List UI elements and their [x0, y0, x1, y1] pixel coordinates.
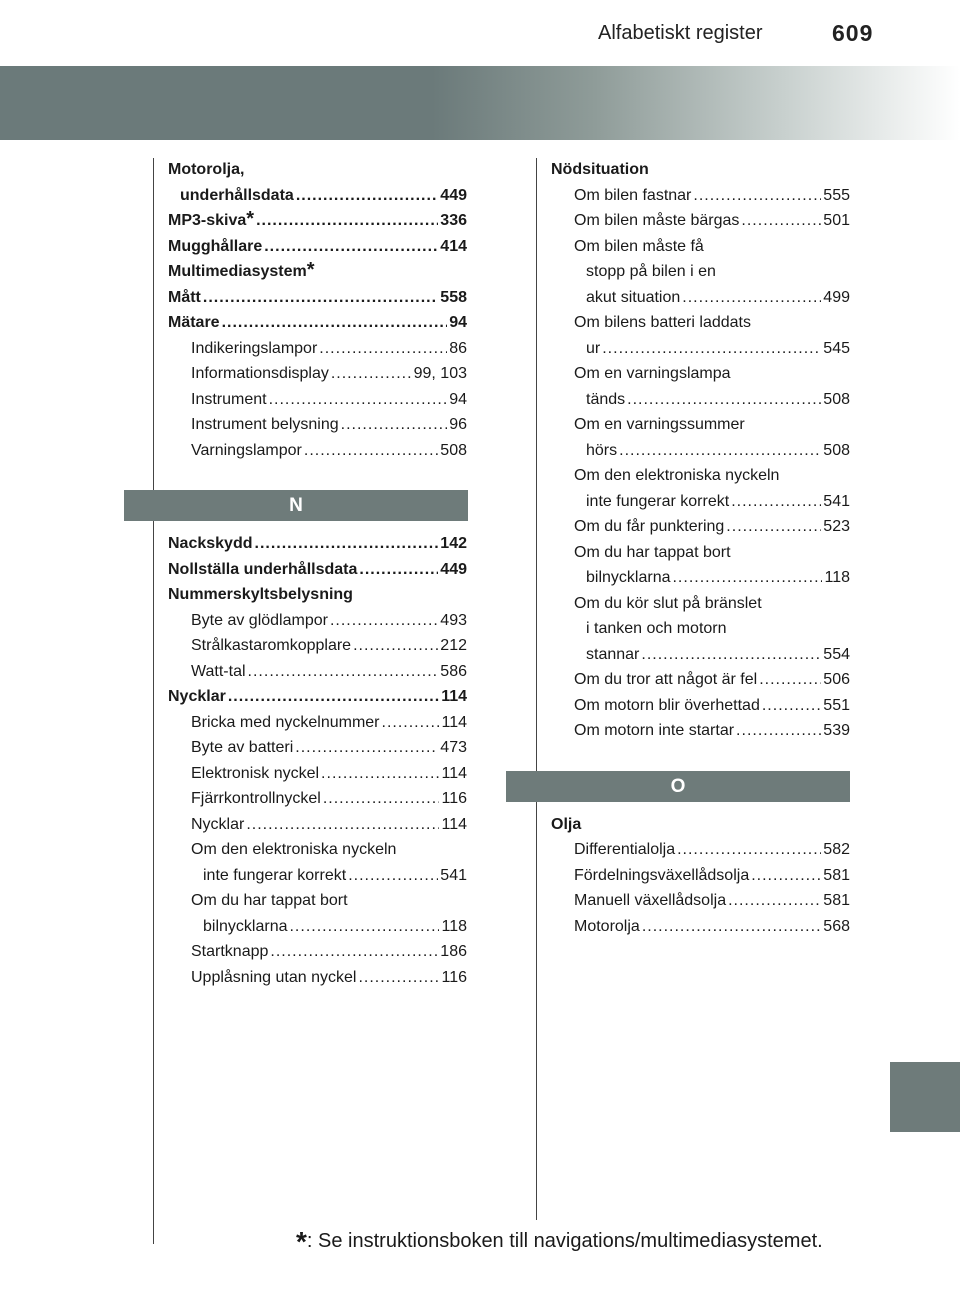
left-column [168, 157, 467, 990]
index-entry [168, 735, 467, 761]
index-entry-page: 114 [441, 713, 467, 731]
header-banner [0, 66, 960, 140]
index-entry-term: akut situation [586, 288, 681, 306]
index-entry-page: 114 [441, 688, 467, 705]
column-divider-left [153, 158, 154, 1244]
index-entry-page: 541 [440, 866, 467, 884]
dot-leader [319, 336, 447, 362]
index-entry-term: Olja [551, 815, 582, 833]
index-entry [551, 888, 850, 914]
dot-leader [304, 438, 438, 464]
index-entry [551, 863, 850, 889]
dot-leader [246, 812, 439, 838]
index-entry-line: Om den elektroniska nyckeln [191, 841, 397, 858]
index-entry-term: Om bilen fastnar [574, 186, 692, 204]
index-entry [168, 965, 467, 991]
dot-leader [228, 684, 439, 710]
dot-leader [627, 387, 821, 413]
index-entry [551, 234, 850, 311]
index-entry [168, 633, 467, 659]
footnote [296, 1226, 823, 1258]
index-entry-term: Nackskydd [168, 535, 253, 552]
header-title: Alfabetiskt register [598, 22, 763, 44]
footnote-star: * [296, 1226, 307, 1257]
footnote-text: : Se instruktionsboken till navigations/multimediasystemet. [306, 1230, 823, 1252]
index-entry-page: 142 [440, 535, 467, 552]
section-header-n: N [124, 490, 468, 521]
index-entry [551, 361, 850, 412]
index-entry-line: Om bilen måste få [574, 237, 704, 255]
index-entry [551, 183, 850, 209]
index-entry-term: Byte av glödlampor [191, 611, 328, 629]
index-entry-term: Varningslampor [191, 441, 302, 459]
index-entry [168, 387, 467, 413]
dot-leader [269, 387, 448, 413]
index-entry [168, 336, 467, 362]
column-divider-middle [536, 158, 537, 1220]
index-entry-term: Indikeringslampor [191, 339, 318, 357]
index-entry [551, 812, 850, 838]
index-entry-term: Nycklar [168, 688, 226, 705]
index-entry-line: i tanken och motorn [586, 620, 727, 637]
index-entry [551, 693, 850, 719]
index-entry-term: stannar [586, 645, 640, 663]
index-entry [551, 667, 850, 693]
index-entry-term: Elektronisk nyckel [191, 764, 320, 782]
dot-leader [248, 659, 439, 685]
dot-leader [358, 965, 439, 991]
index-entry-page: 493 [440, 611, 467, 629]
index-entry-term: Differentialolja [574, 841, 676, 858]
thumb-index-tab [890, 1062, 960, 1132]
index-entry-term: Motorolja [574, 917, 640, 935]
index-entry-page: 586 [440, 662, 467, 680]
index-entry-page: 541 [823, 492, 850, 510]
dot-leader [270, 939, 438, 965]
index-entry-term: hörs [586, 441, 618, 459]
index-entry-page: 506 [823, 671, 850, 688]
index-entry-page: 99, 103 [413, 365, 467, 382]
index-entry-line: Motorolja, [168, 161, 245, 178]
index-entry [168, 438, 467, 464]
dot-leader [256, 208, 438, 234]
index-entry-page: 86 [449, 339, 467, 357]
index-entry-page: 551 [823, 696, 850, 714]
index-entry-term: tänds [586, 390, 626, 408]
index-entry-page: 581 [823, 892, 850, 909]
index-entry-term: Mugghållare [168, 237, 263, 255]
index-entry-page: 545 [823, 339, 850, 357]
index-entry-term: Om motorn blir överhettad [574, 696, 760, 714]
index-entry-term: Instrument [191, 390, 267, 408]
index-entry-page: 118 [824, 569, 850, 586]
index-entry [168, 608, 467, 634]
index-entry-page: 449 [440, 560, 467, 578]
index-entry-term: Watt-tal [191, 662, 246, 680]
index-entry-term: Mätare [168, 314, 220, 331]
index-entry-page: 94 [449, 390, 467, 408]
right-column [551, 157, 850, 939]
index-entry-line: Om du har tappat bort [191, 892, 348, 909]
index-entry-page: 114 [441, 815, 467, 833]
index-entry [551, 208, 850, 234]
dot-leader [331, 361, 412, 387]
index-entry-term: MP3-skiva [168, 212, 247, 229]
dot-leader [731, 489, 821, 515]
index-entry-line: Om du kör slut på bränslet [574, 594, 762, 612]
index-entry-term: Fördelningsväxellådsolja [574, 866, 750, 884]
index-entry-page: 539 [823, 722, 850, 739]
index-entry-term: inte fungerar korrekt [586, 492, 730, 510]
index-entry [168, 710, 467, 736]
entries-n [168, 531, 467, 990]
index-entry-page: 116 [441, 968, 467, 986]
index-entry-page: 499 [823, 288, 850, 306]
index-entry [168, 157, 467, 208]
index-entry [168, 761, 467, 787]
index-entry [168, 684, 467, 710]
index-entry-term: Instrument belysning [191, 416, 339, 433]
index-entry [551, 591, 850, 668]
index-entry-term: inte fungerar korrekt [203, 866, 347, 884]
dot-leader [751, 863, 821, 889]
index-entry-term: Om bilen måste bärgas [574, 212, 740, 229]
index-entry-term: bilnycklarna [586, 569, 671, 586]
dot-leader [726, 514, 821, 540]
index-entry [551, 310, 850, 361]
index-entry-line: stopp på bilen i en [586, 263, 716, 280]
dot-leader [359, 557, 438, 583]
index-entry-page: 582 [823, 841, 850, 858]
entries-no [551, 157, 850, 744]
section-header-o: O [506, 771, 850, 802]
index-entry-term: Om du tror att något är fel [574, 671, 758, 688]
index-entry-term: Nollställa underhållsdata [168, 560, 358, 578]
index-entry-page: 581 [823, 866, 850, 884]
index-entry [168, 812, 467, 838]
dot-leader [728, 888, 821, 914]
index-entry-term: Multimediasystem [168, 263, 307, 280]
index-entry [168, 557, 467, 583]
index-entry [168, 582, 467, 608]
dot-leader [602, 336, 821, 362]
index-entry-page: 118 [441, 917, 467, 935]
index-entry: MP3-skiva * ..... 336 [168, 208, 467, 234]
index-entry-page: 336 [440, 212, 467, 229]
index-entry-page: 501 [823, 212, 850, 229]
page-number: 609 [832, 20, 874, 46]
index-entry [551, 412, 850, 463]
index-entry-term: Upplåsning utan nyckel [191, 968, 357, 986]
dot-leader [382, 710, 440, 736]
dot-leader [341, 412, 448, 438]
index-entry [168, 285, 467, 311]
index-entry-line: Om bilens batteri laddats [574, 314, 751, 331]
index-entry [168, 939, 467, 965]
index-entry [551, 837, 850, 863]
dot-leader [255, 531, 439, 557]
dot-leader [641, 642, 821, 668]
index-entry [168, 361, 467, 387]
index-entry-term: bilnycklarna [203, 917, 288, 935]
index-entry-page: 554 [823, 645, 850, 663]
dot-leader [736, 718, 821, 744]
dot-leader [295, 735, 438, 761]
index-entry-term: Om motorn inte startar [574, 722, 735, 739]
index-entry-term: Startknapp [191, 943, 269, 960]
index-entry-page: 94 [449, 314, 467, 331]
index-entry [168, 659, 467, 685]
index-entry-line: Om du har tappat bort [574, 543, 731, 561]
dot-leader [677, 837, 821, 863]
index-entry-page: 414 [440, 237, 467, 255]
index-entry-term: Nödsituation [551, 161, 649, 178]
index-entry-term: Informationsdisplay [191, 365, 329, 382]
dot-leader [222, 310, 448, 336]
dot-leader [693, 183, 821, 209]
dot-leader [672, 565, 822, 591]
index-entry [551, 914, 850, 940]
index-entry-term: Nycklar [191, 815, 245, 833]
dot-leader [682, 285, 821, 311]
index-entry-line: Om en varningslampa [574, 365, 731, 382]
index-entry-page: 212 [440, 637, 467, 654]
index-entry-page: 116 [441, 790, 467, 807]
index-entry-page: 449 [440, 186, 467, 204]
index-entry-term: Fjärrkontrollnyckel [191, 790, 321, 807]
dot-leader [296, 183, 438, 209]
index-entry-term: Om du får punktering [574, 518, 725, 535]
index-entry-term: Strålkastaromkopplare [191, 637, 352, 654]
dot-leader [759, 667, 821, 693]
index-entry-term: Manuell växellådsolja [574, 892, 727, 909]
entries-o [551, 812, 850, 940]
index-entry-page: 508 [823, 390, 850, 408]
dot-leader [348, 863, 438, 889]
index-entry [551, 540, 850, 591]
index-entry [168, 837, 467, 888]
index-entry-page: 558 [440, 288, 467, 306]
index-entry [551, 718, 850, 744]
index-entry-term: Byte av batteri [191, 739, 294, 756]
index-entry-page: 555 [823, 186, 850, 204]
index-entry-page: 473 [440, 739, 467, 756]
dot-leader [619, 438, 821, 464]
dot-leader [762, 693, 821, 719]
dot-leader [323, 786, 440, 812]
index-entry-page: 508 [440, 441, 467, 459]
index-entry [551, 157, 850, 183]
index-entry-page: 568 [823, 917, 850, 935]
index-entry-page: 186 [440, 943, 467, 960]
dot-leader [330, 608, 438, 634]
index-entry [168, 234, 467, 260]
index-entry: Multimediasystem * [168, 259, 467, 285]
index-entry-term: underhållsdata [180, 186, 294, 204]
index-entry-term: Nummerskyltsbelysning [168, 586, 353, 603]
index-entry-term: ur [586, 339, 601, 357]
index-entry-page: 96 [449, 416, 467, 433]
index-entry [551, 463, 850, 514]
index-entry-page: 523 [823, 518, 850, 535]
index-entry [551, 514, 850, 540]
dot-leader [321, 761, 439, 787]
index-entry-line: Om den elektroniska nyckeln [574, 467, 780, 484]
index-entry-term: Bricka med nyckelnummer [191, 713, 380, 731]
index-entry-page: 114 [441, 764, 467, 782]
index-entry [168, 531, 467, 557]
index-entry-line: Om en varningssummer [574, 416, 745, 433]
entries-m [168, 157, 467, 463]
dot-leader [741, 208, 821, 234]
index-entry [168, 310, 467, 336]
dot-leader [289, 914, 439, 940]
dot-leader [203, 285, 438, 311]
index-entry [168, 786, 467, 812]
dot-leader [642, 914, 821, 940]
index-entry-page: 508 [823, 441, 850, 459]
dot-leader [264, 234, 438, 260]
index-entry-term: Mått [168, 288, 201, 306]
index-entry [168, 888, 467, 939]
dot-leader [353, 633, 438, 659]
index-entry [168, 412, 467, 438]
